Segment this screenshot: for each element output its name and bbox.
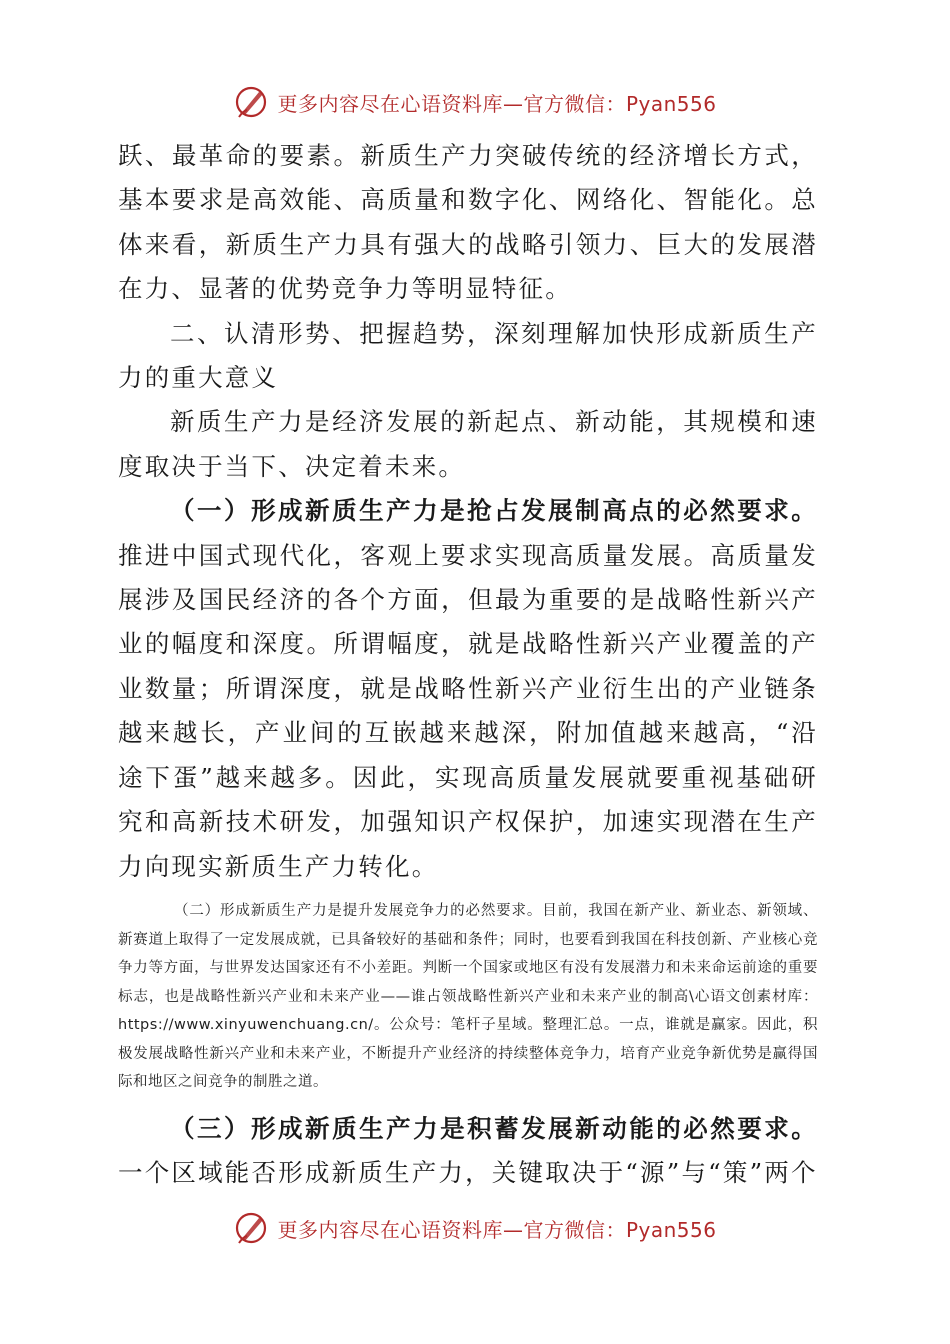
paragraph-4	[118, 489, 818, 889]
subheading-3: （三）形成新质生产力是积蓄发展新动能的必然要求。	[170, 1114, 818, 1144]
paragraph-6	[118, 1107, 818, 1196]
document-body	[118, 134, 818, 1196]
paragraph-3: 新质生产力是经济发展的新起点、新动能，其规模和速度取决于当下、决定着未来。	[118, 407, 818, 481]
header-banner-text: 更多内容尽在心语资料库—官方微信：Pyan556	[277, 91, 717, 116]
paragraph-5-small: （二）形成新质生产力是提升发展竞争力的必然要求。目前，我国在新产业、新业态、新领域、新赛道上取得了一定发展成就，已具备较好的基础和条件；同时，也要看到我国在科技创新、产业核心竞争力等方面，与世界发达国家还有不小差距。判断一个国家或地区有没有发展潜力和未来命运前途的重要标志，也是战略性新兴产业和未来产业——谁占领战略性新兴产业和未来产业的制高\心语文创素材库：https://www.xinyuwenchuang.cn/。公众号：笔杆子星域。整理汇总。一点，谁就是赢家。因此，积极发展战略性新兴产业和未来产业，不断提升产业经济的持续整体竞争力，培育产业竞争新优势是赢得国际和地区之间竞争的制胜之道。	[118, 902, 818, 1091]
paragraph-4-text: 推进中国式现代化，客观上要求实现高质量发展。高质量发展涉及国民经济的各个方面，但最为重要的是战略性新兴产业的幅度和深度。所谓幅度，就是战略性新兴产业覆盖的产业数量；所谓深度，就是战略性新兴产业衍生出的产业链条越来越长，产业间的互嵌越来越深，附加值越来越高，“沿途下蛋”越来越多。因此，实现高质量发展就要重视基础研究和高新技术研发，加强知识产权保护，加速实现潜在生产力向现实新质生产力转化。	[118, 540, 818, 881]
quill-logo-icon	[233, 1210, 269, 1246]
paragraph-1: 跃、最革命的要素。新质生产力突破传统的经济增长方式，基本要求是高效能、高质量和数字化、网络化、智能化。总体来看，新质生产力具有强大的战略引领力、巨大的发展潜在力、显著的优势竞争力等明显特征。	[118, 141, 818, 304]
header-banner	[0, 82, 950, 122]
paragraph-6-text: 一个区域能否形成新质生产力，关键取决于“源”与“策”两个	[118, 1158, 818, 1188]
subheading-1: （一）形成新质生产力是抢占发展制高点的必然要求。	[170, 496, 818, 526]
quill-logo-icon	[233, 84, 269, 120]
section-heading-2: 二、认清形势、把握趋势，深刻理解加快形成新质生产力的重大意义	[118, 318, 818, 393]
footer-banner	[0, 1208, 950, 1248]
footer-banner-text: 更多内容尽在心语资料库—官方微信：Pyan556	[277, 1217, 717, 1242]
